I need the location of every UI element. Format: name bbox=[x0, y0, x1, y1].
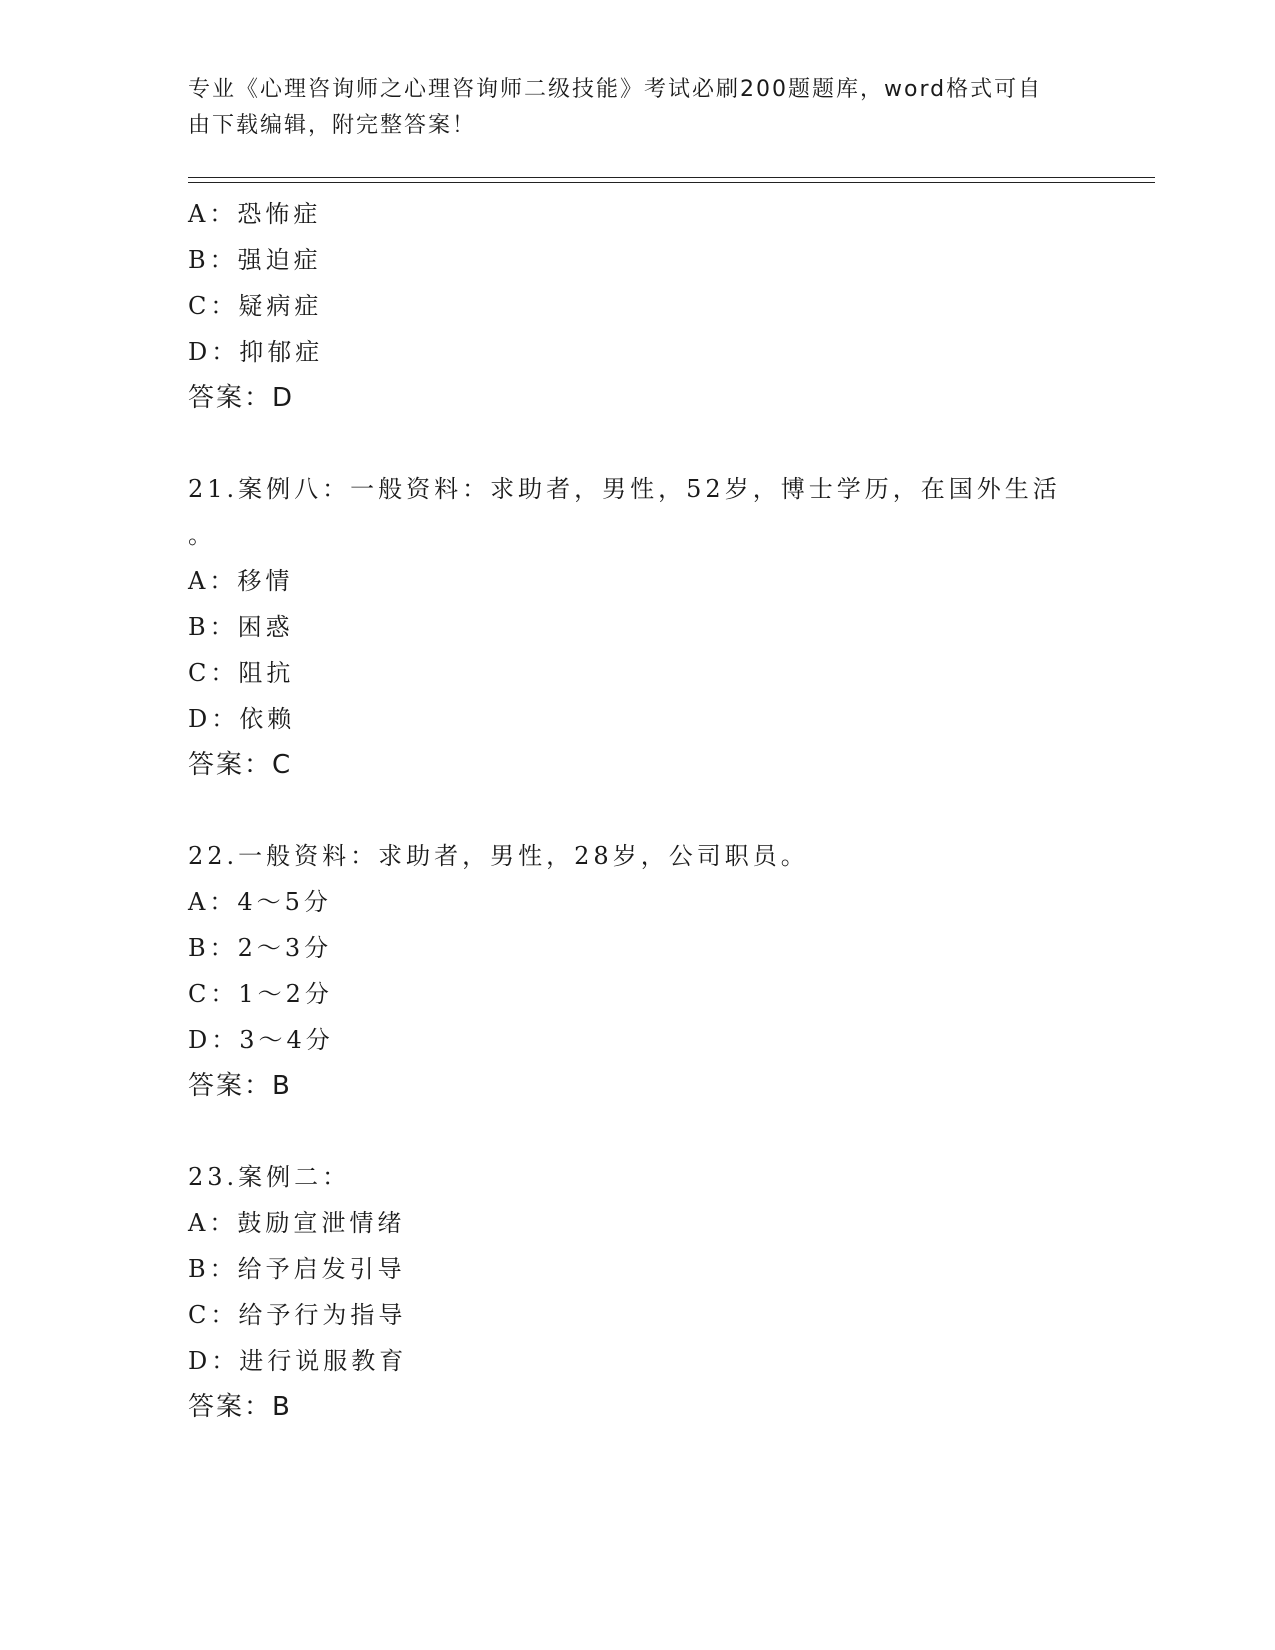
answer-line: 答案：C bbox=[188, 750, 293, 780]
option-a: A：4～5分 bbox=[188, 888, 332, 916]
answer-line: 答案：B bbox=[188, 1071, 292, 1101]
question-text: 22.一般资料：求助者，男性，28岁，公司职员。 bbox=[188, 842, 809, 870]
option-c: C：1～2分 bbox=[188, 980, 333, 1008]
question-list bbox=[188, 191, 1138, 1430]
question-block-22 bbox=[188, 833, 1138, 1109]
option-c: C：疑病症 bbox=[188, 292, 323, 320]
question-block-20 bbox=[188, 191, 1138, 421]
option-b: B：2～3分 bbox=[188, 934, 333, 962]
spacer bbox=[188, 1109, 1138, 1154]
spacer bbox=[188, 788, 1138, 833]
option-d: D：抑郁症 bbox=[188, 338, 324, 366]
option-d: D：进行说服教育 bbox=[188, 1347, 408, 1375]
question-text-continued: 。 bbox=[188, 521, 216, 549]
spacer bbox=[188, 421, 1138, 466]
option-b: B：强迫症 bbox=[188, 246, 322, 274]
option-b: B：困惑 bbox=[188, 613, 294, 641]
option-b: B：给予启发引导 bbox=[188, 1255, 406, 1283]
option-a: A：移情 bbox=[188, 567, 294, 595]
header-line-1: 专业《心理咨询师之心理咨询师二级技能》考试必刷200题题库，word格式可自 bbox=[188, 77, 1043, 102]
document-header bbox=[188, 72, 1088, 144]
header-divider-top bbox=[188, 177, 1155, 178]
option-a: A：鼓励宣泄情绪 bbox=[188, 1209, 406, 1237]
header-line-2: 由下载编辑，附完整答案！ bbox=[188, 113, 477, 138]
answer-line: 答案：B bbox=[188, 1392, 292, 1422]
answer-line: 答案：D bbox=[188, 383, 295, 413]
question-block-21 bbox=[188, 466, 1138, 788]
header-divider-bottom bbox=[188, 182, 1155, 183]
question-block-23 bbox=[188, 1154, 1138, 1430]
option-c: C：阻抗 bbox=[188, 659, 295, 687]
option-c: C：给予行为指导 bbox=[188, 1301, 407, 1329]
option-a: A：恐怖症 bbox=[188, 200, 322, 228]
question-text: 23.案例二： bbox=[188, 1163, 351, 1191]
option-d: D：3～4分 bbox=[188, 1026, 334, 1054]
option-d: D：依赖 bbox=[188, 705, 296, 733]
question-text: 21.案例八：一般资料：求助者，男性，52岁，博士学历，在国外生活 bbox=[188, 475, 1061, 503]
